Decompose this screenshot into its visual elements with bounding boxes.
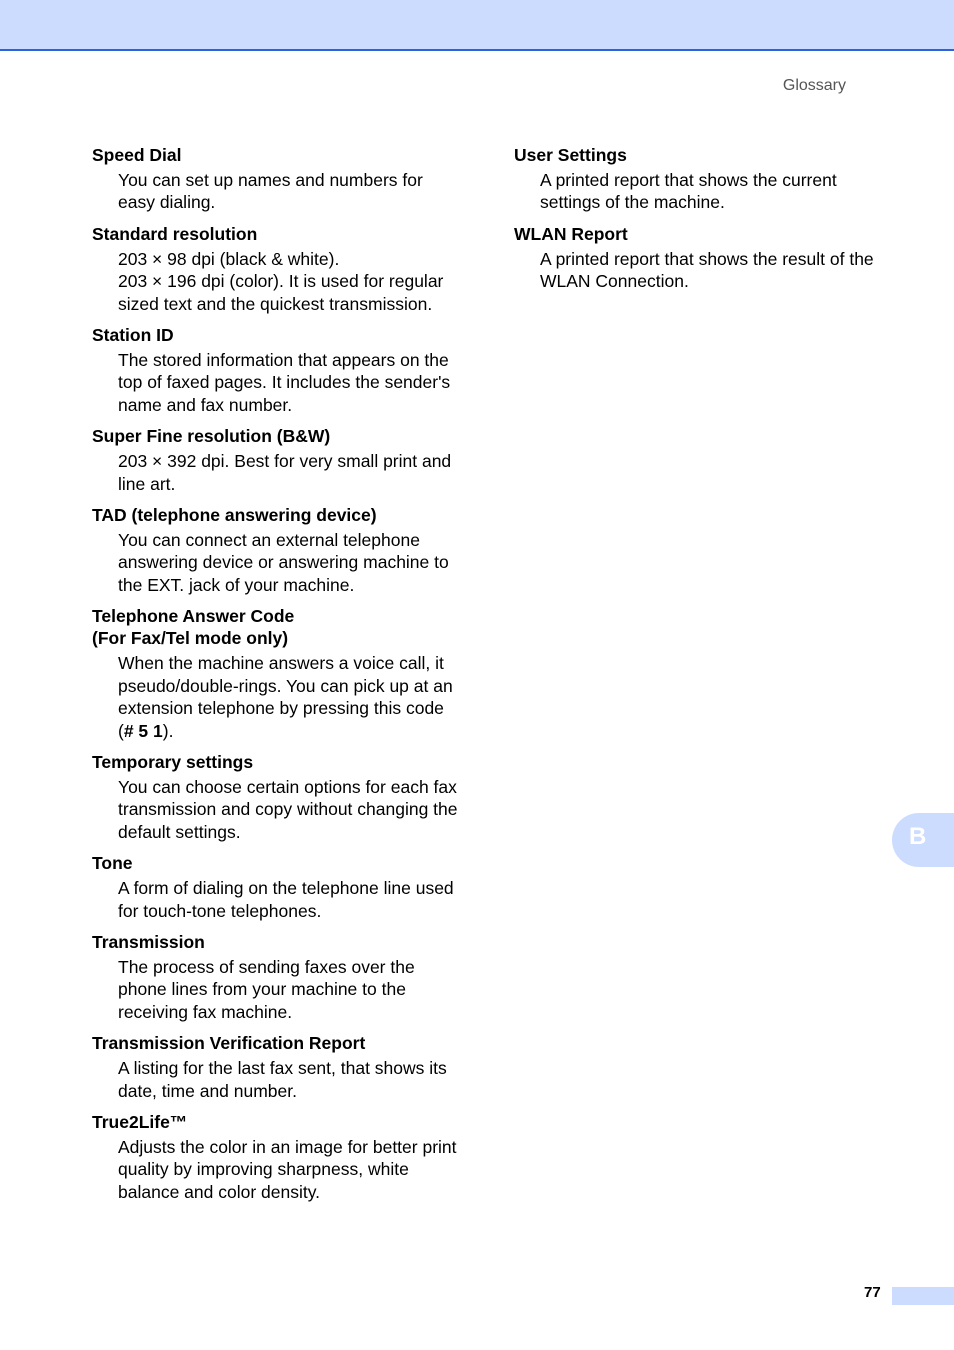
- glossary-definition: [118, 956, 464, 1023]
- glossary-entry: [92, 931, 464, 1023]
- glossary-term: Super Fine resolution (B&W): [92, 426, 331, 447]
- glossary-entry: [514, 144, 874, 214]
- glossary-definition: [118, 248, 464, 315]
- glossary-definition: [118, 529, 464, 596]
- definition-text: A listing for the last fax sent, that shows its date, time and number.: [118, 1058, 447, 1101]
- glossary-term: Standard resolution: [92, 223, 258, 244]
- definition-text: The stored information that appears on the top of faxed pages. It includes the sender's name and fax number.: [118, 350, 451, 415]
- definition-text: Adjusts the color in an image for better print quality by improving sharpness, white balance and color density.: [118, 1136, 457, 1202]
- definition-text-start: When the machine answers a voice call, it pseudo/double-rings. You can pick up at an extension telephone by pressing this code (: [118, 653, 453, 741]
- glossary-entry: [514, 223, 874, 293]
- glossary-term: Station ID: [92, 325, 174, 346]
- glossary-term: Temporary settings: [92, 751, 254, 772]
- glossary-entry: [92, 1111, 464, 1203]
- glossary-term: Transmission Verification Report: [92, 1033, 366, 1054]
- glossary-entry: [92, 751, 464, 843]
- definition-text: A printed report that shows the result of the WLAN Connection.: [540, 248, 874, 292]
- glossary-term: WLAN Report: [514, 223, 628, 244]
- definition-text: A form of dialing on the telephone line used for touch-tone telephones.: [118, 878, 454, 921]
- glossary-definition: [118, 169, 464, 214]
- definition-text: 203 × 98 dpi (black & white).: [118, 248, 340, 269]
- glossary-definition: [118, 1136, 464, 1203]
- page-number-bar: [892, 1287, 954, 1305]
- definition-text: You can set up names and numbers for easy dialing.: [118, 170, 423, 213]
- glossary-column-right: [514, 144, 874, 302]
- glossary-term: User Settings: [514, 145, 627, 165]
- page-number: 77: [864, 1284, 881, 1301]
- definition-text: 203 × 392 dpi. Best for very small print and line art.: [118, 451, 452, 494]
- header-band: [0, 0, 954, 51]
- glossary-entry: [92, 144, 464, 214]
- definition-text: You can connect an external telephone answering device or answering machine to the EXT. jack of your machine.: [118, 530, 449, 595]
- glossary-term: TAD (telephone answering device): [92, 505, 377, 526]
- glossary-column-left: [92, 144, 464, 1212]
- glossary-term: Transmission: [92, 931, 205, 952]
- glossary-term: Telephone Answer Code: [92, 606, 295, 627]
- running-header: Glossary: [782, 77, 846, 94]
- glossary-term-qualifier: (For Fax/Tel mode only): [92, 628, 289, 649]
- glossary-definition: [118, 1057, 464, 1102]
- definition-text: The process of sending faxes over the phone lines from your machine to the receiving fax machine.: [118, 956, 415, 1022]
- definition-text: 203 × 196 dpi (color). It is used for regular sized text and the quickest transmission.: [118, 271, 444, 314]
- glossary-entry: [92, 223, 464, 315]
- glossary-definition: [540, 169, 874, 214]
- glossary-entry: [92, 504, 464, 596]
- definition-text: You can choose certain options for each fax transmission and copy without changing the default settings.: [118, 776, 458, 842]
- appendix-tab: [892, 813, 954, 867]
- glossary-definition: [118, 652, 464, 742]
- glossary-definition: [118, 450, 464, 495]
- glossary-definition: [118, 776, 464, 843]
- glossary-definition: [118, 349, 464, 416]
- definition-text: [118, 652, 464, 742]
- glossary-entry: [92, 852, 464, 922]
- glossary-term: Speed Dial: [92, 145, 182, 165]
- glossary-term: True2Life™: [92, 1111, 188, 1132]
- glossary-definition: [540, 248, 874, 293]
- glossary-entry: [92, 324, 464, 416]
- glossary-term: Tone: [92, 853, 133, 874]
- glossary-definition: [118, 877, 464, 922]
- glossary-entry: [92, 1032, 464, 1102]
- glossary-entry: [92, 605, 464, 742]
- definition-text: A printed report that shows the current settings of the machine.: [540, 170, 837, 213]
- answer-code: # 5 1: [123, 720, 163, 741]
- appendix-tab-letter: B: [909, 823, 927, 850]
- definition-text-end: ).: [162, 720, 174, 741]
- glossary-entry: [92, 425, 464, 495]
